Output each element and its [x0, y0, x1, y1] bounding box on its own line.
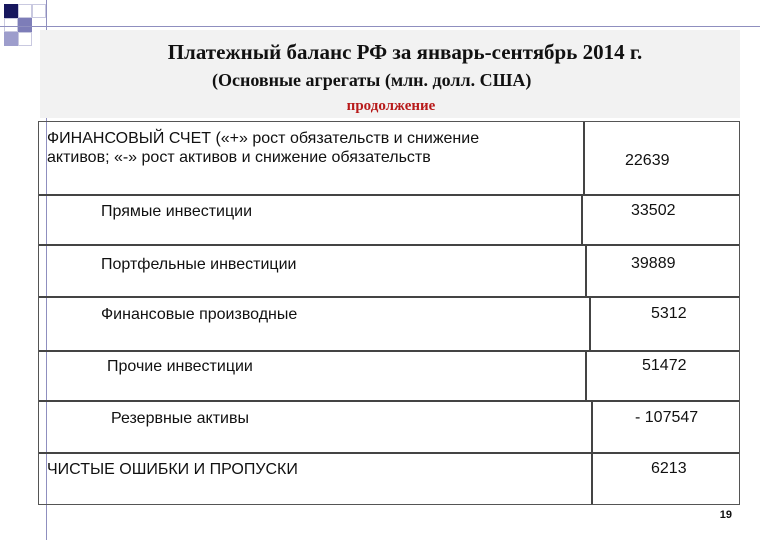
row-divider — [39, 244, 739, 246]
row-divider — [39, 350, 739, 352]
decor-horizontal-line — [0, 26, 760, 27]
column-divider — [585, 244, 587, 296]
row-value-errors-omissions: 6213 — [651, 460, 687, 477]
balance-table — [38, 121, 740, 505]
decor-square — [4, 4, 18, 18]
row-label-other-investment: Прочие инвестиции — [107, 358, 253, 375]
row-value-other-investment: 51472 — [642, 357, 687, 374]
row-label-reserve-assets: Резервные активы — [111, 410, 249, 427]
row-label-financial-account-line1: ФИНАНСОВЫЙ СЧЕТ («+» рост обязательств и снижение — [47, 130, 480, 147]
row-label-errors-omissions: ЧИСТЫЕ ОШИБКИ И ПРОПУСКИ — [47, 461, 298, 478]
decor-square — [4, 18, 18, 32]
column-divider — [585, 350, 587, 400]
row-label-financial-account-line2: активов; «-» рост активов и снижение обязательств — [47, 149, 431, 166]
row-divider — [39, 400, 739, 402]
row-value-reserve-assets: - 107547 — [635, 409, 699, 426]
column-divider — [591, 400, 593, 452]
decor-square — [18, 18, 32, 32]
row-label-financial-derivatives: Финансовые производные — [101, 306, 298, 323]
row-value-financial-account: 22639 — [625, 152, 670, 169]
slide-subtitle: (Основные агрегаты (млн. долл. США) — [212, 70, 532, 90]
column-divider — [581, 194, 583, 244]
continuation-label: продолжение — [346, 98, 436, 114]
row-divider — [39, 452, 739, 454]
column-divider — [589, 296, 591, 350]
page-number: 19 — [719, 509, 732, 521]
slide-title: Платежный баланс РФ за январь-сентябрь 2014 г. — [167, 40, 643, 64]
column-divider — [583, 122, 585, 194]
row-divider — [39, 296, 739, 298]
decor-square — [32, 4, 46, 18]
row-label-direct-investment: Прямые инвестиции — [101, 203, 253, 220]
row-divider — [39, 194, 739, 196]
column-divider — [591, 452, 593, 504]
row-value-direct-investment: 33502 — [631, 202, 676, 219]
decor-square — [18, 4, 32, 18]
row-value-financial-derivatives: 5312 — [651, 305, 687, 322]
row-value-portfolio-investment: 39889 — [631, 255, 676, 272]
row-label-portfolio-investment: Портфельные инвестиции — [101, 256, 297, 273]
